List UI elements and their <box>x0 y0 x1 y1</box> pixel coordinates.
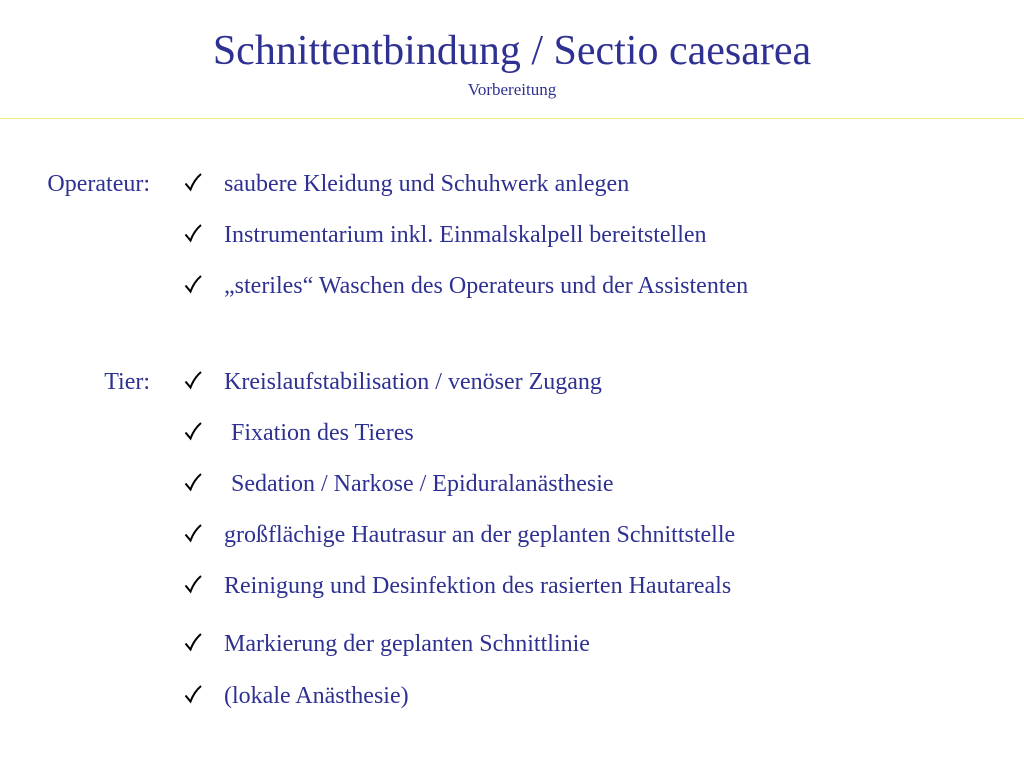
list-item-text: Reinigung und Desinfektion des rasierten Hautareals <box>224 573 732 599</box>
list-item-text: Fixation des Tieres <box>231 420 414 446</box>
check-icon <box>184 523 202 543</box>
check-icon <box>184 421 202 441</box>
list-item-text: (lokale Anästhesie) <box>224 683 409 709</box>
list-item-text: Instrumentarium inkl. Einmalskalpell bereitstellen <box>224 222 707 248</box>
list-item-text: großflächige Hautrasur an der geplanten Schnittstelle <box>224 522 736 548</box>
check-icon <box>184 223 202 243</box>
list-item-text: „steriles“ Waschen des Operateurs und der Assistenten <box>224 273 749 299</box>
list-item-text: Kreislaufstabilisation / venöser Zugang <box>224 369 602 395</box>
section-label-tier: Tier: <box>104 369 150 395</box>
section-label-operateur: Operateur: <box>47 171 150 197</box>
check-icon <box>184 172 202 192</box>
check-icon <box>184 574 202 594</box>
check-icon <box>184 370 202 390</box>
check-icon <box>184 274 202 294</box>
title-divider <box>0 118 1024 119</box>
check-icon <box>184 472 202 492</box>
check-icon <box>184 684 202 704</box>
list-item-text: Markierung der geplanten Schnittlinie <box>224 631 590 657</box>
list-item-text: saubere Kleidung und Schuhwerk anlegen <box>224 171 630 197</box>
slide-subtitle: Vorbereitung <box>467 80 557 99</box>
check-icon <box>184 632 202 652</box>
slide-title: Schnittentbindung / Sectio caesarea <box>212 28 812 74</box>
list-item-text: Sedation / Narkose / Epiduralanästhesie <box>231 471 614 497</box>
